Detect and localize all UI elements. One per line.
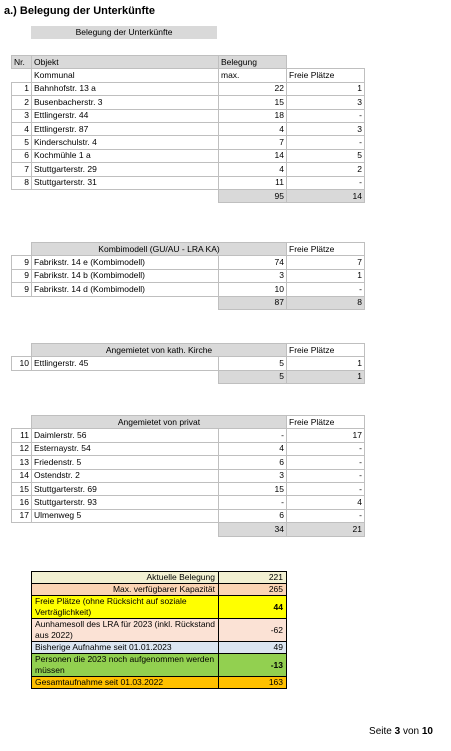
row-freie: 1 bbox=[287, 82, 365, 95]
page-total: 10 bbox=[421, 726, 433, 737]
total-freie: 14 bbox=[287, 189, 365, 202]
table-row bbox=[12, 482, 365, 495]
table-header-row bbox=[12, 243, 365, 256]
row-freie: - bbox=[287, 283, 365, 296]
footer-prefix: Seite bbox=[369, 726, 395, 737]
row-freie: 3 bbox=[287, 122, 365, 135]
header-freie: Freie Plätze bbox=[287, 69, 365, 82]
row-nr: 8 bbox=[12, 176, 32, 189]
row-nr: 16 bbox=[12, 496, 32, 509]
section-title: Belegung der Unterkünfte bbox=[31, 26, 217, 39]
row-objekt: Kochmühle 1 a bbox=[32, 149, 219, 162]
row-nr: 10 bbox=[12, 357, 32, 370]
total-freie: 1 bbox=[287, 370, 365, 383]
row-max: 3 bbox=[219, 469, 287, 482]
row-objekt: Ettlingerstr. 44 bbox=[32, 109, 219, 122]
row-nr: 11 bbox=[12, 429, 32, 442]
total-freie: 8 bbox=[287, 296, 365, 309]
row-nr: 7 bbox=[12, 163, 32, 176]
kombi-table bbox=[11, 242, 365, 310]
row-max: 18 bbox=[219, 109, 287, 122]
row-nr: 4 bbox=[12, 122, 32, 135]
summary-value: 163 bbox=[219, 677, 287, 689]
table-row bbox=[12, 442, 365, 455]
summary-label: Bisherige Aufnahme seit 01.01.2023 bbox=[32, 642, 219, 654]
row-objekt: Ettlingerstr. 45 bbox=[32, 357, 219, 370]
row-objekt: Ettlingerstr. 87 bbox=[32, 122, 219, 135]
footer-mid: von bbox=[400, 726, 422, 737]
row-objekt: Stuttgarterstr. 29 bbox=[32, 163, 219, 176]
summary-row bbox=[32, 677, 287, 689]
row-nr: 1 bbox=[12, 82, 32, 95]
row-nr: 9 bbox=[12, 256, 32, 269]
summary-value: 265 bbox=[219, 584, 287, 596]
total-max: 5 bbox=[219, 370, 287, 383]
row-objekt: Daimlerstr. 56 bbox=[32, 429, 219, 442]
row-objekt: Ostendstr. 2 bbox=[32, 469, 219, 482]
total-max: 87 bbox=[219, 296, 287, 309]
row-objekt: Esternaystr. 54 bbox=[32, 442, 219, 455]
summary-row bbox=[32, 654, 287, 677]
page-number: 3 bbox=[394, 726, 401, 737]
page-heading: a.) Belegung der Unterkünfte bbox=[4, 5, 155, 17]
row-freie: - bbox=[287, 136, 365, 149]
row-freie: - bbox=[287, 442, 365, 455]
header-objekt: Objekt bbox=[32, 56, 219, 69]
table-row bbox=[12, 149, 365, 162]
row-nr: 15 bbox=[12, 482, 32, 495]
table-row bbox=[12, 256, 365, 269]
row-objekt: Bahnhofstr. 13 a bbox=[32, 82, 219, 95]
row-max: - bbox=[219, 496, 287, 509]
table-header-row bbox=[12, 56, 365, 69]
row-freie: - bbox=[287, 456, 365, 469]
total-max: 34 bbox=[219, 523, 287, 536]
table-header-row bbox=[12, 344, 365, 357]
table-row bbox=[12, 109, 365, 122]
summary-value: 49 bbox=[219, 642, 287, 654]
row-freie: 3 bbox=[287, 96, 365, 109]
row-max: 14 bbox=[219, 149, 287, 162]
row-max: 15 bbox=[219, 96, 287, 109]
row-nr: 9 bbox=[12, 269, 32, 282]
row-max: 74 bbox=[219, 256, 287, 269]
summary-label: Gesamtaufnahme seit 01.03.2022 bbox=[32, 677, 219, 689]
table-row bbox=[12, 509, 365, 522]
row-nr: 6 bbox=[12, 149, 32, 162]
row-objekt: Fabrikstr. 14 d (Kombimodell) bbox=[32, 283, 219, 296]
row-freie: - bbox=[287, 109, 365, 122]
table-row bbox=[12, 122, 365, 135]
header-freie: Freie Plätze bbox=[287, 416, 365, 429]
row-objekt: Friedenstr. 5 bbox=[32, 456, 219, 469]
row-objekt: Stuttgarterstr. 69 bbox=[32, 482, 219, 495]
summary-label: Aunhamesoll des LRA für 2023 (inkl. Rückstand aus 2022) bbox=[32, 619, 219, 642]
row-max: 7 bbox=[219, 136, 287, 149]
summary-label: Aktuelle Belegung bbox=[32, 572, 219, 584]
summary-label: Freie Plätze (ohne Rücksicht auf soziale Verträglichkeit) bbox=[32, 596, 219, 619]
kirche-header: Angemietet von kath. Kirche bbox=[32, 344, 287, 357]
table-row bbox=[12, 82, 365, 95]
row-max: 6 bbox=[219, 509, 287, 522]
row-freie: - bbox=[287, 482, 365, 495]
summary-label: Max. verfügbarer Kapazität bbox=[32, 584, 219, 596]
summary-row bbox=[32, 596, 287, 619]
row-nr: 3 bbox=[12, 109, 32, 122]
header-freie: Freie Plätze bbox=[287, 243, 365, 256]
row-max: - bbox=[219, 429, 287, 442]
total-row bbox=[12, 370, 365, 383]
row-freie: 1 bbox=[287, 357, 365, 370]
row-nr: 5 bbox=[12, 136, 32, 149]
row-max: 10 bbox=[219, 283, 287, 296]
row-nr: 17 bbox=[12, 509, 32, 522]
summary-value: -13 bbox=[219, 654, 287, 677]
total-freie: 21 bbox=[287, 523, 365, 536]
row-max: 3 bbox=[219, 269, 287, 282]
header-belegung: Belegung bbox=[219, 56, 287, 69]
row-freie: 7 bbox=[287, 256, 365, 269]
row-max: 4 bbox=[219, 163, 287, 176]
header-nr: Nr. bbox=[12, 56, 32, 69]
table-row bbox=[12, 496, 365, 509]
table-row bbox=[12, 469, 365, 482]
header-max: max. bbox=[219, 69, 287, 82]
table-row bbox=[12, 163, 365, 176]
privat-header: Angemietet von privat bbox=[32, 416, 287, 429]
row-objekt: Busenbacherstr. 3 bbox=[32, 96, 219, 109]
row-freie: 4 bbox=[287, 496, 365, 509]
table-row bbox=[12, 456, 365, 469]
row-objekt: Fabrikstr. 14 b (Kombimodell) bbox=[32, 269, 219, 282]
row-max: 6 bbox=[219, 456, 287, 469]
summary-row bbox=[32, 584, 287, 596]
row-freie: 1 bbox=[287, 269, 365, 282]
summary-row bbox=[32, 572, 287, 584]
row-objekt: Kinderschulstr. 4 bbox=[32, 136, 219, 149]
row-max: 4 bbox=[219, 122, 287, 135]
row-nr: 12 bbox=[12, 442, 32, 455]
row-nr: 9 bbox=[12, 283, 32, 296]
summary-label: Personen die 2023 noch aufgenommen werden müssen bbox=[32, 654, 219, 677]
summary-table bbox=[31, 571, 287, 689]
row-nr: 13 bbox=[12, 456, 32, 469]
row-max: 5 bbox=[219, 357, 287, 370]
row-max: 4 bbox=[219, 442, 287, 455]
table-row bbox=[12, 357, 365, 370]
total-row bbox=[12, 189, 365, 202]
row-freie: 2 bbox=[287, 163, 365, 176]
table-row bbox=[12, 136, 365, 149]
row-freie: - bbox=[287, 176, 365, 189]
summary-row bbox=[32, 642, 287, 654]
row-objekt: Ulmenweg 5 bbox=[32, 509, 219, 522]
table-header-row bbox=[12, 69, 365, 82]
row-freie: 5 bbox=[287, 149, 365, 162]
row-max: 22 bbox=[219, 82, 287, 95]
kirche-table bbox=[11, 343, 365, 384]
total-row bbox=[12, 296, 365, 309]
summary-row bbox=[32, 619, 287, 642]
total-row bbox=[12, 523, 365, 536]
total-max: 95 bbox=[219, 189, 287, 202]
summary-value: -62 bbox=[219, 619, 287, 642]
privat-table bbox=[11, 415, 365, 537]
table-row bbox=[12, 269, 365, 282]
page-footer bbox=[369, 726, 433, 737]
header-kommunal: Kommunal bbox=[32, 69, 219, 82]
summary-value: 44 bbox=[219, 596, 287, 619]
row-objekt: Fabrikstr. 14 e (Kombimodell) bbox=[32, 256, 219, 269]
summary-value: 221 bbox=[219, 572, 287, 584]
table-header-row bbox=[12, 416, 365, 429]
table-row bbox=[12, 283, 365, 296]
header-freie: Freie Plätze bbox=[287, 344, 365, 357]
table-row bbox=[12, 176, 365, 189]
kommunal-table bbox=[11, 55, 365, 203]
row-nr: 2 bbox=[12, 96, 32, 109]
row-objekt: Stuttgarterstr. 93 bbox=[32, 496, 219, 509]
row-objekt: Stuttgarterstr. 31 bbox=[32, 176, 219, 189]
row-freie: - bbox=[287, 469, 365, 482]
row-max: 15 bbox=[219, 482, 287, 495]
row-freie: - bbox=[287, 509, 365, 522]
row-freie: 17 bbox=[287, 429, 365, 442]
table-row bbox=[12, 429, 365, 442]
row-max: 11 bbox=[219, 176, 287, 189]
table-row bbox=[12, 96, 365, 109]
kombi-header: Kombimodell (GU/AU - LRA KA) bbox=[32, 243, 287, 256]
row-nr: 14 bbox=[12, 469, 32, 482]
